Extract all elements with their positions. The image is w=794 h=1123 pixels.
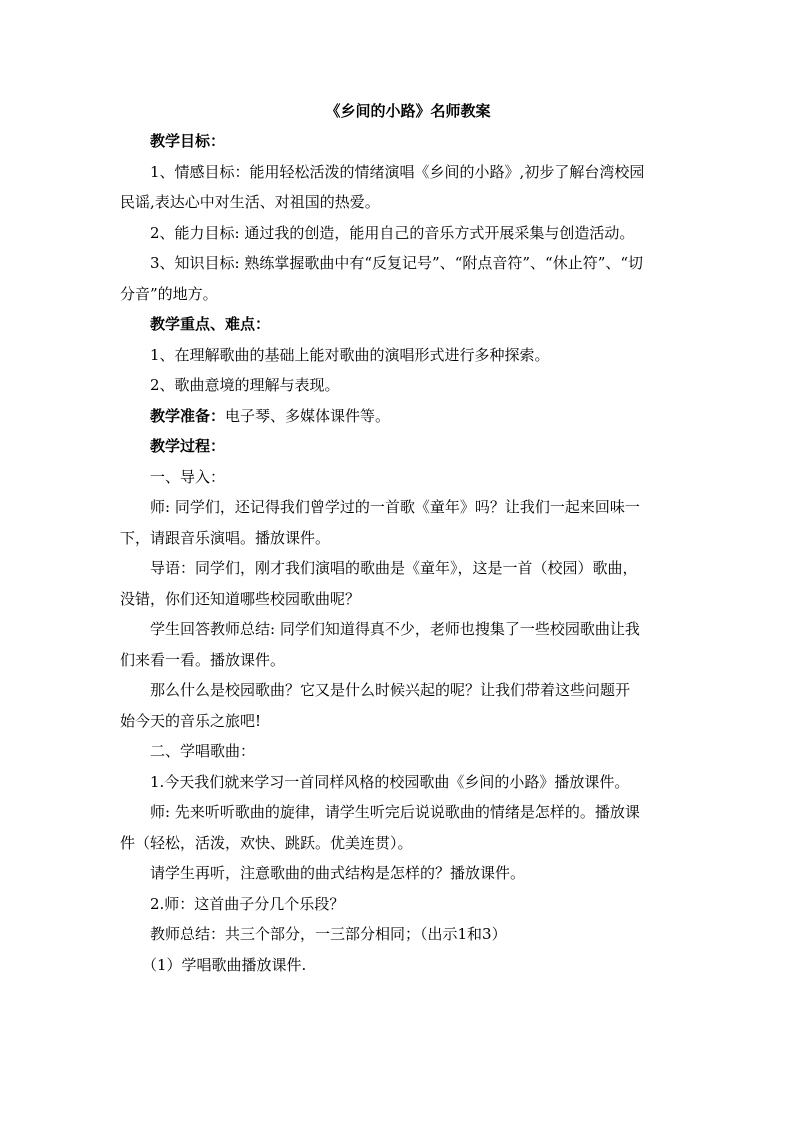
paragraph-4-line-1: 那么什么是校园歌曲？它又是什么时候兴起的呢？让我们带着这些问题开 [150,681,631,699]
process-heading: 教学过程： [150,437,226,455]
paragraph-2-line-1: 导语：同学们，刚才我们演唱的歌曲是《童年》，这是一首（校园）歌曲， [150,559,638,577]
paragraph-6-line-1: 师: 先来听听歌曲的旋律，请学生听完后说说歌曲的情绪是怎样的。播放课 [150,803,640,821]
teaching-prep-label: 教学准备： [150,406,226,425]
objectives-heading: 教学目标： [150,132,226,150]
objective-3-line-2: 分音”的地方。 [120,284,218,303]
paragraph-3-line-2: 们来看一看。播放课件。 [120,650,286,669]
objective-3-line-1: 3、知识目标: 熟练掌握歌曲中有“反复记号”、“附点音符”、“休止符”、“切 [150,254,644,272]
paragraph-3-line-1: 学生回答教师总结: 同学们知道得真不少，老师也搜集了一些校园歌曲让我 [150,620,640,638]
teaching-prep [120,401,676,432]
section-1-heading: 一、导入： [150,467,226,486]
teaching-prep-text: 电子琴、多媒体课件等。 [225,406,391,425]
paragraph-1-line-2: 下，请跟音乐演唱。播放课件。 [120,528,331,547]
paragraph-6-line-2: 件（轻松，活泼，欢快、跳跃。优美连贯）。 [120,833,413,852]
document-page [120,96,676,980]
document-title: 《乡间的小路》名师教案 [325,102,491,120]
key-point-1: 1、在理解歌曲的基础上能对歌曲的演唱形式进行多种探索。 [150,345,550,364]
paragraph-4-line-2: 始今天的音乐之旅吧! [120,711,262,730]
paragraph-5: 1.今天我们就来学习一首同样风格的校园歌曲《乡间的小路》播放课件。 [150,772,630,791]
paragraph-1-line-1: 师: 同学们，还记得我们曾学过的一首歌《童年》吗？让我们一起来回味一 [150,498,640,516]
objective-2: 2、能力目标: 通过我的创造，能用自己的音乐方式开展采集与创造活动。 [150,223,635,242]
paragraph-10: （1）学唱歌曲播放课件. [142,955,307,974]
paragraph-2-line-2: 没错，你们还知道哪些校园歌曲呢？ [120,589,361,608]
paragraph-9: 教师总结：共三个部分，一三部分相同；（出示1和3） [150,925,507,943]
key-points-heading: 教学重点、难点： [150,315,271,333]
objective-1-line-2: 民谣,表达心中对生活、对祖国的热爱。 [120,193,380,211]
section-2-heading: 二、学唱歌曲： [150,742,256,760]
key-point-2: 2、歌曲意境的理解与表现。 [150,376,340,394]
objective-1-line-1: 1、情感目标：能用轻松活泼的情绪演唱《乡间的小路》,初步了解台湾校园 [150,162,645,181]
paragraph-7: 请学生再听，注意歌曲的曲式结构是怎样的？播放课件。 [150,864,526,882]
paragraph-8: 2.师：这首曲子分几个乐段？ [150,894,345,913]
